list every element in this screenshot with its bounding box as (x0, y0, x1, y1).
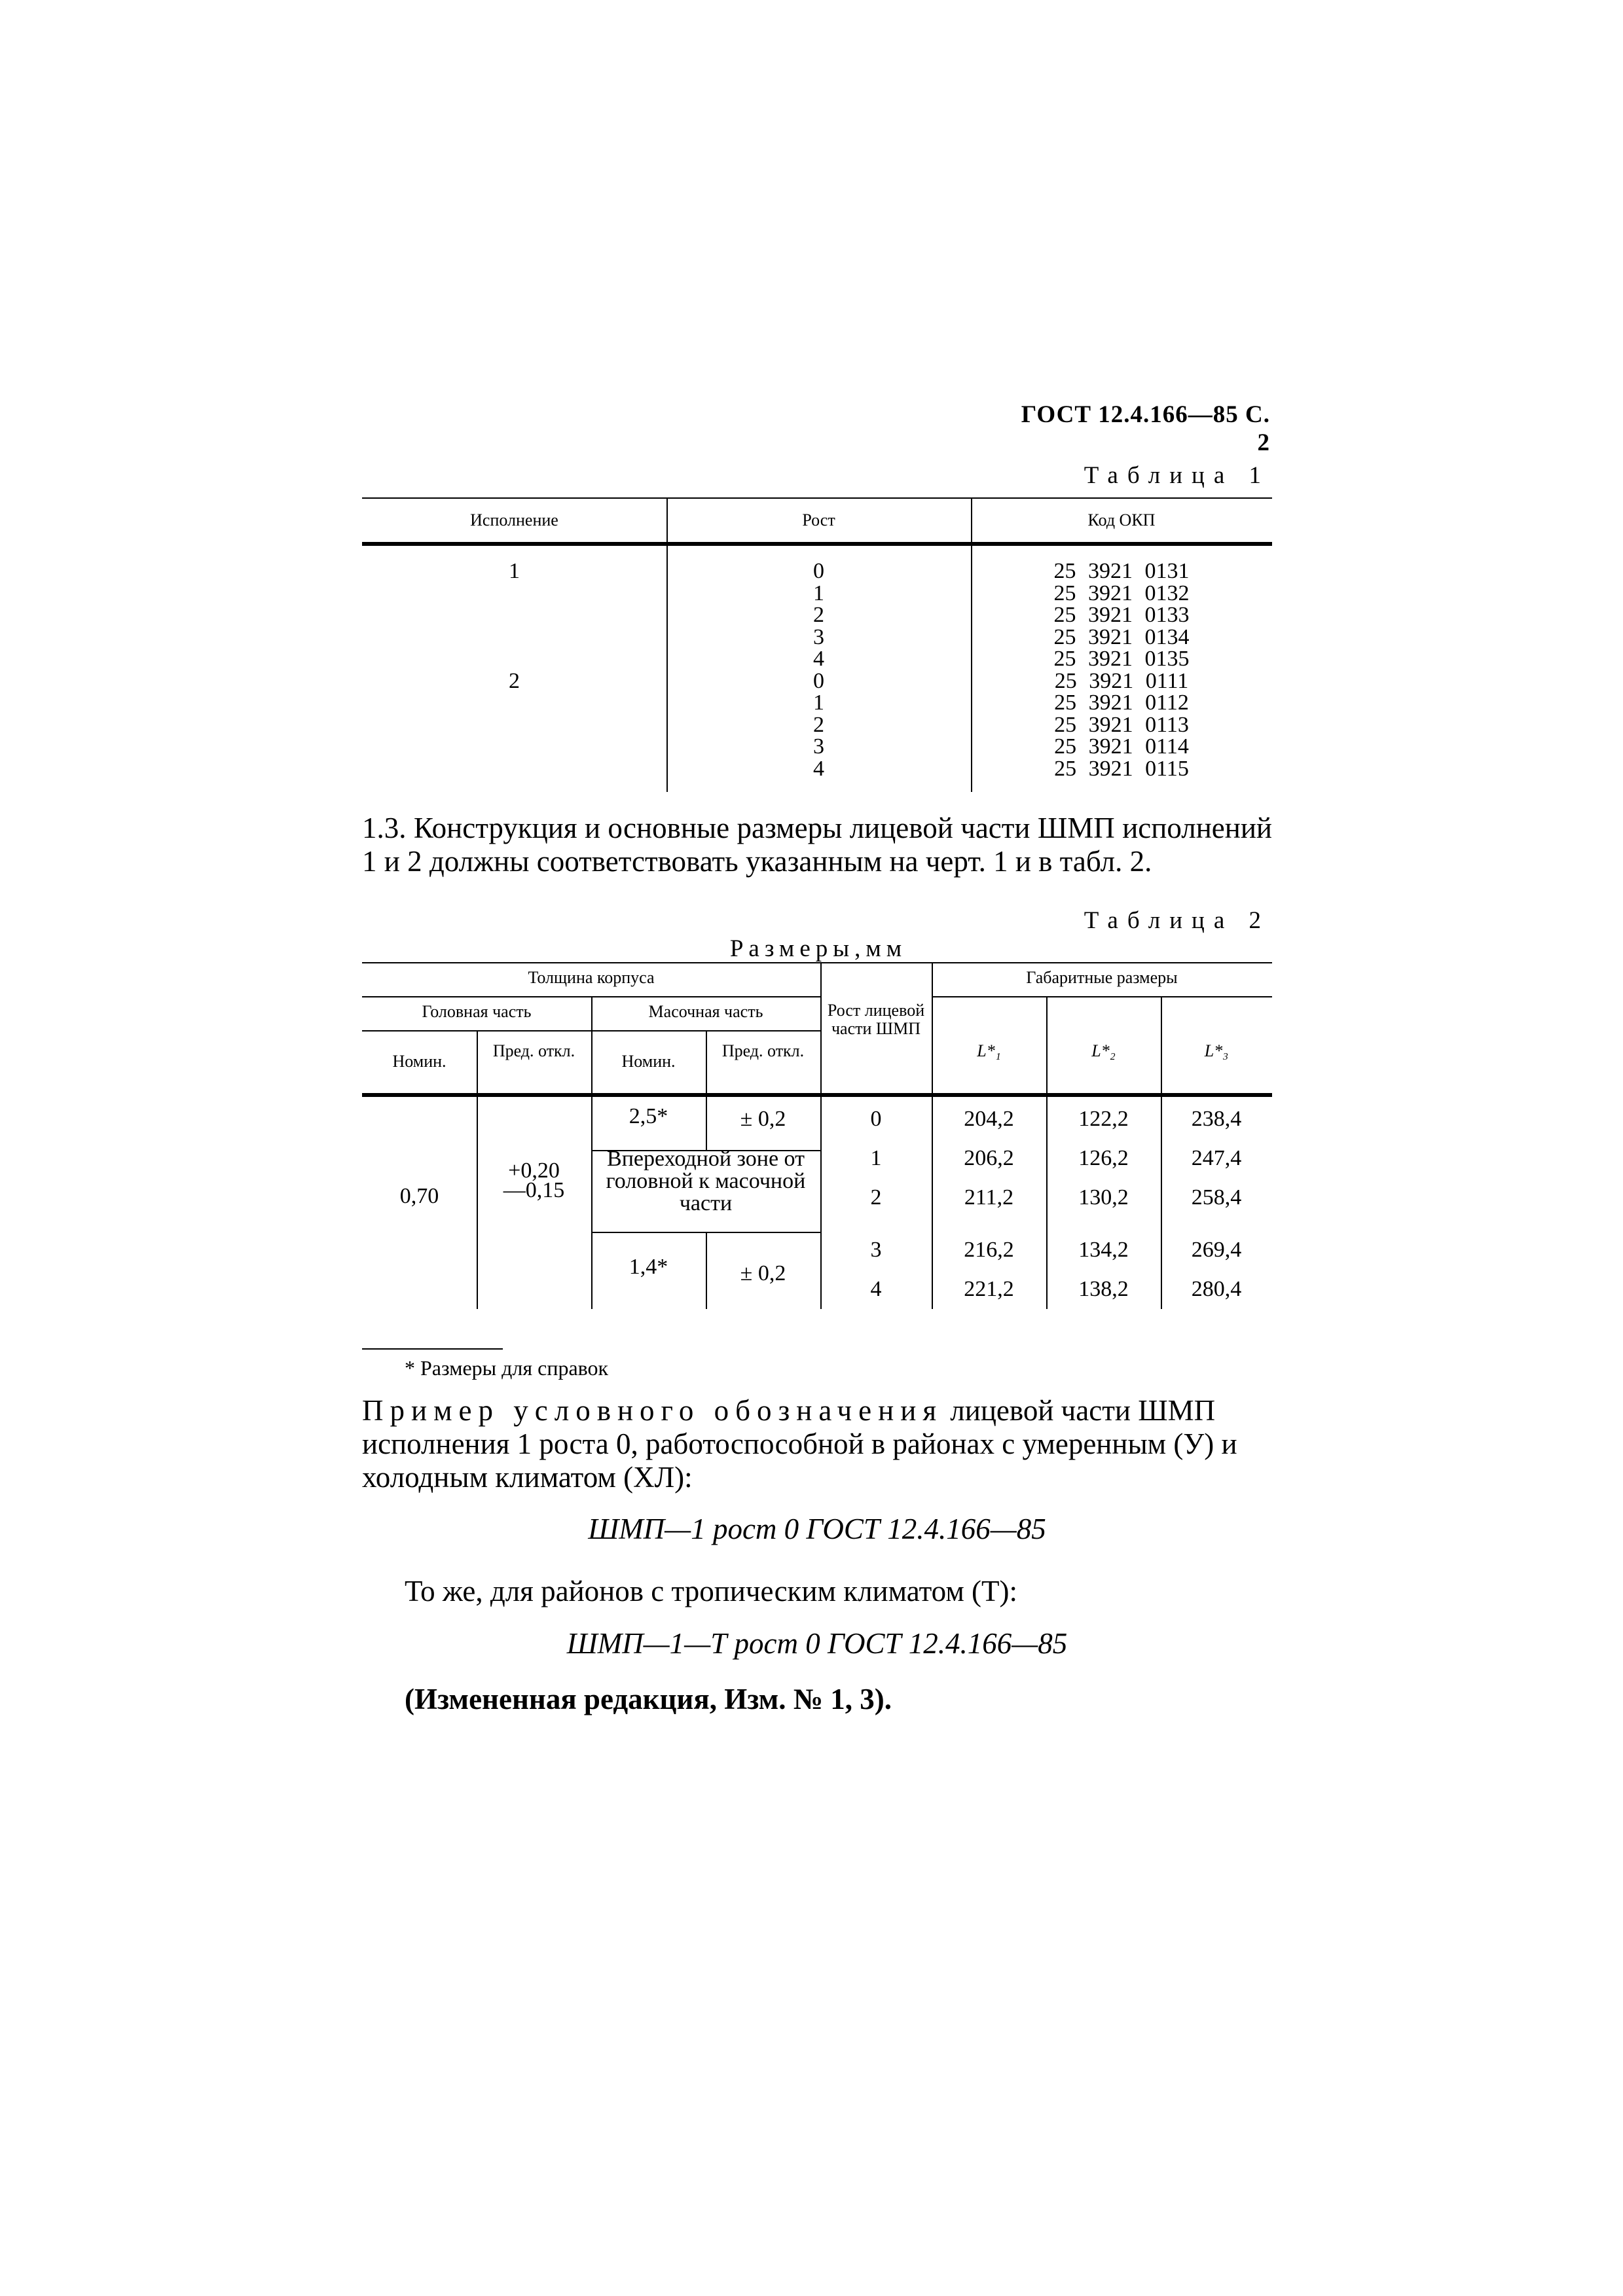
table2-divider (706, 1030, 707, 1093)
header-tolerance: Пред. откл. (721, 1041, 805, 1060)
amendment-note: (Измененная редакция, Изм. № 1, 3). (405, 1683, 892, 1715)
table-cell (362, 692, 666, 714)
row-l3: 258,4 (1191, 1185, 1242, 1210)
mask-tolerance-bottom: ± 0,2 (740, 1261, 786, 1285)
mask-tolerance-top: ± 0,2 (740, 1107, 786, 1131)
table-cell (362, 648, 666, 670)
mask-nominal-top: 2,5* (629, 1104, 668, 1128)
table-cell: 4 (813, 647, 824, 671)
table-cell: 25 3921 0112 (1054, 691, 1189, 715)
header-tolerance: Пред. откл. (492, 1041, 575, 1060)
table2-label: Таблица 2 (1084, 907, 1270, 934)
row-l1: 216,2 (964, 1238, 1014, 1262)
table-cell: 25 3921 0131 (1053, 559, 1190, 583)
table-cell (362, 758, 666, 780)
table-cell: 2 (509, 668, 520, 693)
row-l2: 126,2 (1078, 1146, 1129, 1170)
row-rost: 3 (870, 1238, 882, 1262)
footnote: * Размеры для справок (405, 1356, 609, 1380)
table1-header-execution: Исполнение (470, 511, 558, 529)
table-cell: 3 (813, 734, 824, 759)
row-l1: 221,2 (964, 1277, 1014, 1301)
head-nominal-value: 0,70 (399, 1184, 439, 1208)
row-l1: 206,2 (964, 1146, 1014, 1170)
footnote-rule (362, 1348, 503, 1350)
row-l3: 238,4 (1191, 1107, 1242, 1131)
paragraph-1-3: 1.3. Конструкция и основные размеры лицевой части ШМП исполнений 1 и 2 должны соответствовать указанным на черт. 1 и в табл. 2. (362, 812, 1272, 878)
table1-label: Таблица 1 (1084, 462, 1270, 489)
formula-2: ШМП—1—Т рост 0 ГОСТ 12.4.166—85 (566, 1627, 1068, 1660)
row-l2: 138,2 (1078, 1277, 1129, 1301)
table1 (362, 497, 1272, 792)
row-l2: 134,2 (1078, 1238, 1129, 1262)
table-cell: 25 3921 0133 (1053, 603, 1190, 627)
row-l1: 204,2 (964, 1107, 1014, 1131)
table-cell (362, 583, 666, 605)
header-overall-dimensions: Габаритные размеры (1026, 968, 1178, 987)
table2 (362, 962, 1272, 1309)
designation-example (362, 1394, 1272, 1494)
row-rost: 1 (870, 1146, 882, 1170)
table-cell: 25 3921 0132 (1053, 581, 1190, 605)
table1-execution-column (362, 560, 666, 780)
row-l3: 247,4 (1191, 1146, 1242, 1170)
table-cell: 25 3921 0135 (1053, 647, 1190, 671)
table1-code-column (971, 560, 1272, 780)
table-cell: 4 (813, 756, 824, 781)
header-body-thickness: Толщина корпуса (528, 968, 655, 987)
table1-header-code: Код ОКП (1087, 511, 1156, 529)
table2-units: Размеры,мм (729, 935, 907, 962)
table-cell: 2 (813, 603, 824, 627)
row-l2: 122,2 (1078, 1107, 1129, 1131)
table-cell: 1 (813, 691, 824, 715)
table2-rule (932, 996, 1272, 997)
formula-1: ШМП—1 рост 0 ГОСТ 12.4.166—85 (588, 1513, 1046, 1545)
header-head-part: Головная часть (422, 1002, 532, 1021)
row-l3: 280,4 (1191, 1277, 1242, 1301)
header-l2: L*₂ (1091, 1041, 1116, 1060)
table-cell: 2 (813, 712, 824, 737)
tolerance-plus: +0,20 (508, 1158, 560, 1183)
header-nominal: Номин. (621, 1052, 676, 1071)
header-nominal: Номин. (392, 1052, 447, 1071)
tolerance-minus: —0,15 (503, 1178, 565, 1202)
head-tolerance-value (477, 1158, 591, 1202)
row-rost: 2 (870, 1185, 882, 1210)
table-cell: 0 (813, 668, 824, 693)
example-lead: Пример условного обозначения (362, 1394, 943, 1427)
table1-header-height: Рост (802, 511, 835, 529)
table-cell: 25 3921 0115 (1054, 756, 1189, 781)
table1-height-column (666, 560, 971, 780)
example-text: лицевой части ШМП исполнения 1 роста 0, работоспособной в районах с умеренным (У) и холодным климатом (ХЛ): (362, 1394, 1237, 1494)
table-cell: 25 3921 0134 (1053, 624, 1190, 649)
header-mask-part: Масочная часть (648, 1002, 763, 1021)
header-l1: L*₁ (977, 1041, 1001, 1060)
table-cell: 1 (509, 559, 520, 583)
row-l1: 211,2 (964, 1185, 1014, 1210)
table-cell (362, 736, 666, 758)
table-cell (362, 626, 666, 649)
table-cell (362, 604, 666, 626)
row-l3: 269,4 (1191, 1238, 1242, 1262)
mask-nominal-bottom: 1,4* (629, 1255, 668, 1279)
row-rost: 0 (870, 1107, 882, 1131)
transition-zone-note: Впереходной зоне от головной к масочной части (606, 1147, 806, 1215)
table2-header-rule (362, 1093, 1272, 1097)
tropical-note: То же, для районов с тропическим климатом (Т): (405, 1575, 1018, 1607)
table-cell: 25 3921 0113 (1054, 712, 1189, 737)
header-mask-height: Рост лицевой части ШМП (827, 1001, 925, 1038)
table-cell (362, 714, 666, 736)
table2-rule (362, 962, 1272, 963)
row-l2: 130,2 (1078, 1185, 1129, 1210)
page-header: ГОСТ 12.4.166—85 С. 2 (1021, 401, 1270, 456)
row-rost: 4 (870, 1277, 882, 1301)
table-cell: 25 3921 0114 (1054, 734, 1189, 759)
table-cell: 3 (813, 624, 824, 649)
table-cell: 1 (813, 581, 824, 605)
header-l3: L*₃ (1204, 1041, 1229, 1060)
table-cell: 25 3921 0111 (1054, 668, 1189, 693)
table-cell: 0 (813, 559, 824, 583)
